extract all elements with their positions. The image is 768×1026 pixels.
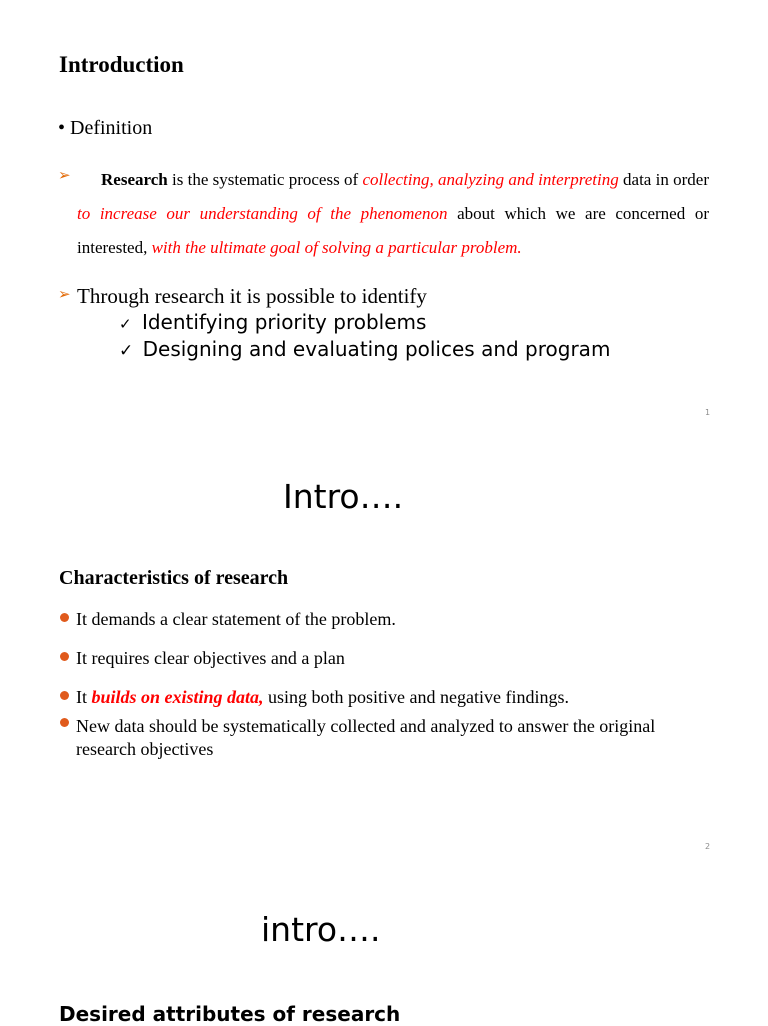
- para-highlight-3: with the ultimate goal of solving a particular problem.: [151, 238, 522, 257]
- para-text-1: is the systematic process of: [167, 170, 363, 189]
- checkmark-icon: ✓: [119, 315, 132, 333]
- bullet-icon: [60, 691, 69, 700]
- definition-item: [58, 117, 152, 140]
- research-term: Research: [101, 170, 168, 189]
- list-item-highlight: builds on existing data,: [91, 687, 264, 707]
- bullet-icon: [60, 718, 69, 727]
- definition-paragraph: [77, 163, 709, 265]
- check-item: [119, 310, 426, 334]
- list-item-text: using both positive and negative findings.: [263, 687, 570, 707]
- page-number: 1: [705, 408, 711, 417]
- arrow-bullet-icon: ➢: [58, 168, 71, 184]
- bullet-icon: [60, 613, 69, 622]
- arrow-bullet-icon: ➢: [58, 287, 71, 303]
- para-highlight-2: to increase our understanding of the phenomenon: [77, 204, 448, 223]
- page3-title: intro….: [261, 910, 381, 949]
- check-item: [119, 337, 610, 361]
- list-item-text: It: [76, 687, 92, 707]
- check-item-label: Designing and evaluating polices and program: [142, 337, 611, 361]
- definition-label: Definition: [70, 117, 153, 139]
- check-item-label: Identifying priority problems: [141, 310, 427, 334]
- para-highlight-1: collecting, analyzing and interpreting: [362, 170, 619, 189]
- list-item: [76, 687, 569, 708]
- bullet-icon: [60, 652, 69, 661]
- page-number: 2: [705, 842, 711, 851]
- page2-heading: Characteristics of research: [59, 567, 289, 589]
- para-text-3: about which we are concerned or interested,: [77, 204, 709, 257]
- page1-heading: Introduction: [59, 52, 184, 77]
- bullet-icon: •: [58, 117, 66, 139]
- checkmark-icon: ✓: [119, 341, 134, 361]
- list-item: It requires clear objectives and a plan: [76, 648, 345, 668]
- list-item: New data should be systematically collected and analyzed to answer the original research objectives: [76, 716, 656, 759]
- through-research-text: Through research it is possible to identify: [77, 284, 427, 308]
- page3-heading: Desired attributes of research: [59, 1002, 401, 1026]
- page2-title: Intro….: [283, 477, 404, 516]
- para-text-2: data in order: [618, 170, 709, 189]
- list-item: It demands a clear statement of the problem.: [76, 609, 396, 629]
